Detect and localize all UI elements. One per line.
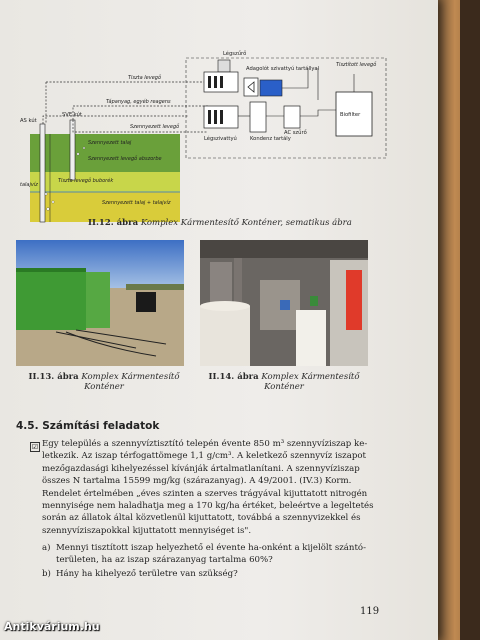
label-as-kut: AS kút xyxy=(20,118,37,124)
book-spine-shadow xyxy=(460,0,480,640)
caption-fig12-number: II.12. ábra xyxy=(88,218,139,228)
label-legszivattyu: Légszivattyú xyxy=(204,136,237,142)
schematic-diagram xyxy=(18,44,418,224)
label-tiszta-levego-buborek: Tiszta levegő buborék xyxy=(58,178,114,184)
label-biofilter: Biofilter xyxy=(340,112,361,118)
label-tiszta-levego: Tiszta levegő xyxy=(128,75,162,81)
label-legszurto: Légszűrő xyxy=(223,51,247,57)
question-b-label: b) xyxy=(42,569,51,579)
label-tapanyag: Tápanyag, egyéb reagens xyxy=(106,99,171,105)
as-well xyxy=(40,124,45,222)
problem-line: összes N tartalma 15599 mg/kg (szárazanyag). A 49/2001. (IV.3) Korm. xyxy=(42,476,352,487)
label-tisztitott-levego: Tisztított levegő xyxy=(336,62,377,68)
question-a-label: a) xyxy=(42,543,51,553)
ac-filter xyxy=(284,106,300,128)
air-filter xyxy=(218,60,230,72)
blue-tank xyxy=(260,80,282,96)
caption-fig13-number: II.13. ábra xyxy=(28,372,79,382)
label-adagolo: Adagolót szivattyú tartállyal xyxy=(246,66,320,72)
section-heading: 4.5. Számítási feladatok xyxy=(16,420,160,432)
sve-well xyxy=(70,120,75,180)
caption-fig14-text-1: Komplex Kármentesítő xyxy=(261,372,360,382)
question-a-line1: Mennyi tisztított iszap helyezhető el évente ha-onként a kijelölt szántó- xyxy=(56,543,366,553)
page-number: 119 xyxy=(360,606,380,617)
label-szennyezett-levego-adszorb: Szennyezett levegő abszorbe xyxy=(88,156,162,162)
label-kondenz-tartaly: Kondenz tartály xyxy=(250,136,291,142)
label-sve-kut: SVE kút xyxy=(62,112,82,118)
question-b-line1: Hány ha kihelyező területre van szükség? xyxy=(56,569,238,579)
problem-line: Egy település a szennyvíztisztító telepén évente 850 m³ szennyvíziszap ke- xyxy=(42,439,368,449)
problem-line: mennyisége nem haladhatja meg a 170 kg/ha értéket, beleértve a legeltetés xyxy=(42,501,374,512)
dosing-tank xyxy=(244,78,258,96)
label-szennyezett-levego: Szennyezett levegő xyxy=(130,124,180,130)
problem-line: szennyvíziszapokkal kijuttatott mennyiséget is". xyxy=(42,525,252,536)
problem-text xyxy=(42,438,422,537)
question-a xyxy=(42,542,422,567)
condensate-tank xyxy=(250,102,266,132)
caption-fig14 xyxy=(204,372,364,392)
label-szennyezett-talaj-viz: Szennyezett talaj + talajvíz xyxy=(102,200,171,206)
caption-fig13 xyxy=(24,372,184,392)
caption-fig14-text-2: Konténer xyxy=(264,382,304,392)
photo-containers-field xyxy=(16,240,184,366)
label-szennyezett-talaj: Szennyezett talaj xyxy=(88,140,132,146)
caption-fig13-text-2: Konténer xyxy=(84,382,124,392)
caption-fig14-number: II.14. ábra xyxy=(208,372,259,382)
question-a-line2: területen, ha az iszap szárazanyag tartalma 60%? xyxy=(56,555,273,566)
problem-line: letkezik. Az iszap térfogattömege 1,1 g/cm³. A keletkező szennyvíz iszapot xyxy=(42,451,366,462)
problem-line: során az állatok által közvetlenül kijuttatott, továbbá a szennyvizekkel és xyxy=(42,513,361,524)
problem-line: mezőgazdasági kihelyezéssel kívánják ártalmatlanítani. A szennyvíziszap xyxy=(42,463,360,474)
problem-line: Rendelet értelmében „éves szinten a szerves trágyával kijuttatott nitrogén xyxy=(42,488,368,499)
label-ac-szuro: AC szűrő xyxy=(284,130,307,136)
photo-container-interior xyxy=(200,240,368,366)
caption-fig13-text-1: Komplex Kármentesítő xyxy=(81,372,180,382)
label-talajviz: talajvíz xyxy=(20,182,38,188)
checkbox-icon: ☑ xyxy=(31,443,39,451)
caption-fig12 xyxy=(88,218,352,228)
question-b xyxy=(42,568,422,580)
caption-fig12-text: Komplex Kármentesítő Konténer, sematikus ábra xyxy=(140,218,352,228)
watermark: Antikvárium.hu xyxy=(4,620,100,633)
